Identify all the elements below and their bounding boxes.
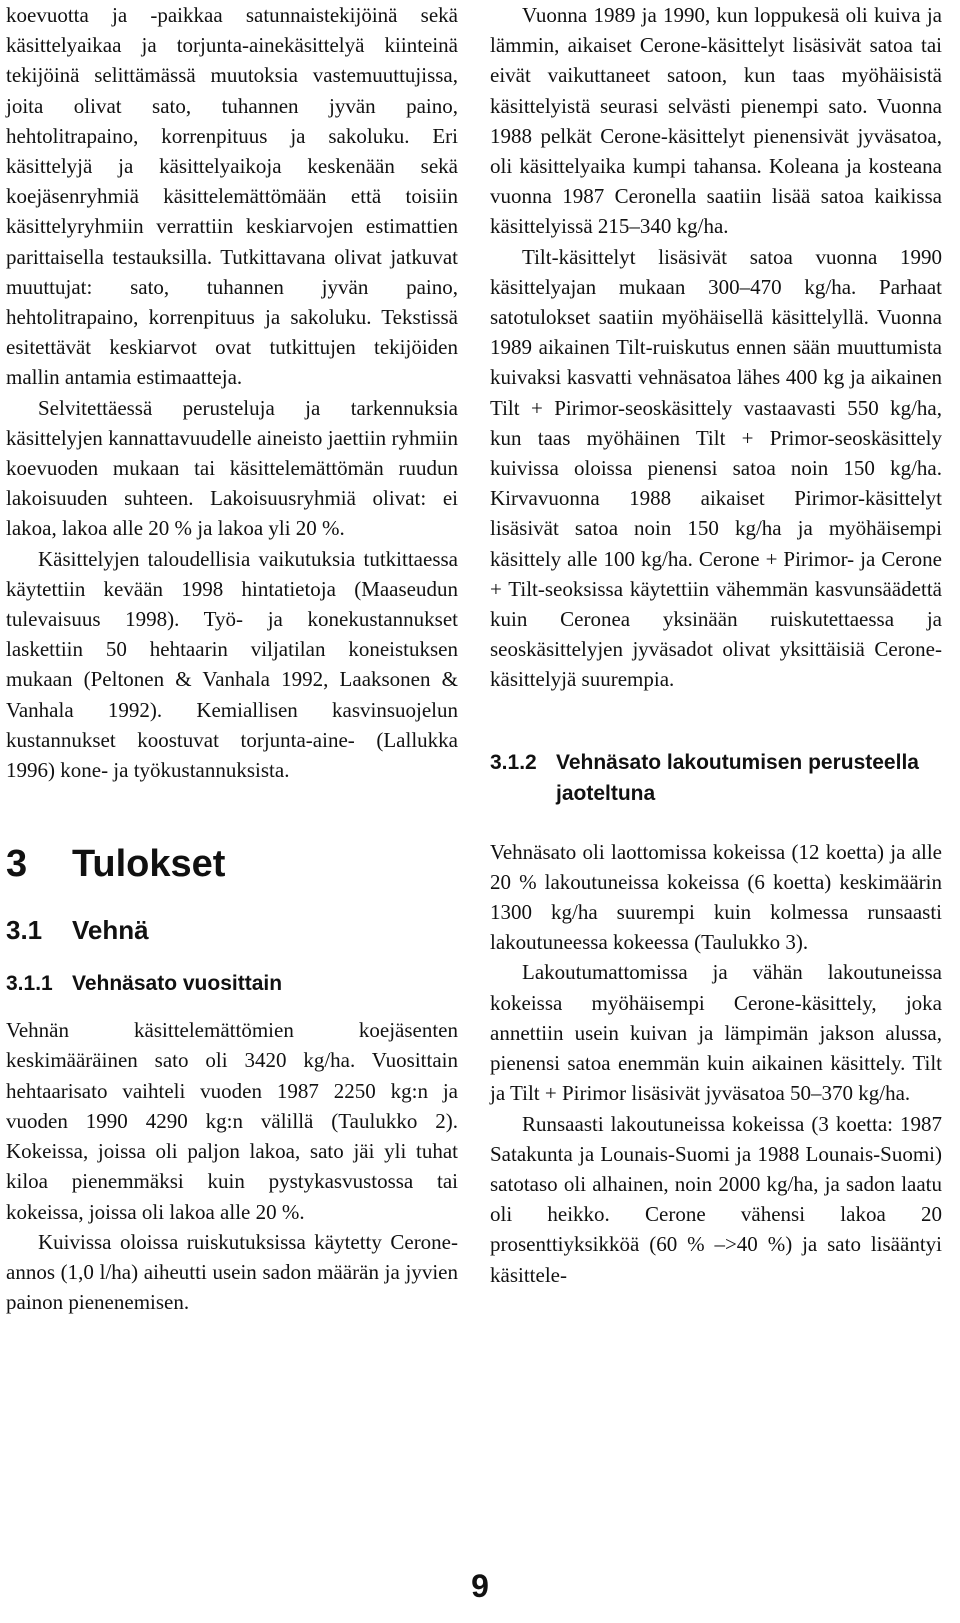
- right-column: [490, 0, 942, 1290]
- heading-results: [6, 842, 458, 886]
- heading-lodging-title: Vehnäsato lakoutumisen perusteella jaoteltuna: [556, 750, 919, 805]
- lodging-paragraph-3: Runsaasti lakoutuneissa kokeissa (3 koetta: 1987 Satakunta ja Lounais-Suomi ja 1988 Lounais-Suomi) satotaso oli alhainen, noin 2000 kg/ha, ja sadon laatu oli heikko. Cerone vähensi lakoa 20 prosenttiyksikköä (60 % –>40 %) ja sato lisääntyi käsittele-: [490, 1111, 942, 1287]
- heading-wheat: [6, 914, 458, 946]
- left-column: [6, 0, 458, 1317]
- yearly-paragraph-1: Vuonna 1989 ja 1990, kun loppukesä oli kuiva ja lämmin, aikaiset Cerone-käsittelyt lisäsivät satoa tai eivät vaikuttaneet satoon, kun taas myöhäisistä käsittelyistä seurasi selvästi pienempi sato. Vuonna 1988 pelkät Cerone-käsittelyt pienensivät jyväsatoa, oli käsittelyaika kumpi tahansa. Koleana ja kosteana vuonna 1987 Ceronella saatiin lisää satoa kaikissa käsittelyissä 215–340 kg/ha.: [490, 3, 942, 239]
- heading-wheat-title: Vehnä: [72, 915, 149, 946]
- heading-yearly-number: 3.1.1: [6, 972, 53, 996]
- heading-yearly-yield: [6, 968, 458, 999]
- heading-results-number: 3: [6, 843, 28, 886]
- methods-paragraph-1: koevuotta ja -paikkaa satunnaistekijöinä sekä käsittelyaikaa ja torjunta-ainekäsittelyä kiinteinä tekijöinä selittämässä muutoksia vastemuuttujissa, joita olivat sato, tuhannen jyvän paino, hehtolitrapaino, korrenpituus ja sakoluku. Eri käsittelyjä ja käsittelyaikoja keskenään sekä koejäsenryhmiä käsittelemättömään että toisiin käsittelyryhmiin verrattiin keskiarvojen estimattien parittaisella testauksilla. Tutkittavana olivat jatkuvat muuttujat: sato, tuhannen jyvän paino, hehtolitrapaino, korrenpituus ja sakoluku. Tekstissä esitettävät keskiarvot ovat tutkittujen tekijöiden mallin antamia estimaatteja.: [6, 3, 458, 390]
- lodging-paragraph-2: Lakoutumattomissa ja vähän lakoutuneissa kokeissa myöhäisempi Cerone-käsittely, joka annettiin usein kuivan ja lämpimän jakson alussa, pienensi satoa enemmän kuin aikainen käsittely. Tilt ja Tilt + Pirimor lisäsivät jyväsatoa 50–370 kg/ha.: [490, 960, 942, 1106]
- lodging-paragraph-1: Vehnäsato oli laottomissa kokeissa (12 koetta) ja alle 20 % lakoutuneissa kokeissa (6 koetta) keskimäärin 1300 kg/ha suurempi kuin kolmessa runsaasti lakoutuneessa kokeessa (Taulukko 3).: [490, 839, 942, 955]
- yearly-paragraph-2: Tilt-käsittelyt lisäsivät satoa vuonna 1990 käsittelyajan mukaan 300–470 kg/ha. Parhaat satotulokset saatiin myöhäisellä käsittelyllä. Vuonna 1989 aikainen Tilt-ruiskutus ennen sään muuttumista kuivaksi kasvatti vehnäsatoa lähes 400 kg ja aikainen Tilt + Pirimor-seoskäsittely vastaavasti 550 kg/ha, kun taas myöhäinen Tilt + Primor-seoskäsittely kuivissa oloissa pienensi satoa noin 150 kg/ha. Kirvavuonna 1988 aikaiset Pirimor-käsittelyt lisäsivät satoa noin 150 kg/ha ja myöhäisempi käsittely alle 100 kg/ha. Cerone + Pirimor- ja Cerone + Tilt-seoksissa käytettiin vähemmän kasvunsäädettä kuin Ceronea yksinään ruiskutettaessa ja seoskäsittelyjen jyväsadot olivat yksittäisiä Cerone-käsittelyjä suurempia.: [490, 244, 942, 692]
- heading-results-title: Tulokset: [72, 843, 226, 886]
- heading-lodging-yield: [490, 747, 942, 809]
- heading-yearly-title: Vehnäsato vuosittain: [72, 972, 283, 996]
- heading-lodging-number: 3.1.2: [490, 750, 537, 774]
- methods-paragraph-2: Selvitettäessä perusteluja ja tarkennuksia käsittelyjen kannattavuudelle aineisto jaettiin ryhmiin koevuoden mukaan tai käsittelemättömän ruudun lakoisuuden suhteen. Lakoisuusryhmiä olivat: ei lakoa, lakoa alle 20 % ja lakoa yli 20 %.: [6, 395, 458, 541]
- methods-paragraph-3: Käsittelyjen taloudellisia vaikutuksia tutkittaessa käytettiin kevään 1998 hintatietoja (Maaseudun tulevaisuus 1998). Työ- ja konekustannukset laskettiin 50 hehtaarin viljatilan koneistuksen mukaan (Peltonen & Vanhala 1992, Laaksonen & Vanhala 1992). Kemiallisen kasvinsuojelun kustannukset koostuvat torjunta-aine- (Lallukka 1996) kone- ja työkustannuksista.: [6, 546, 458, 783]
- heading-wheat-number: 3.1: [6, 915, 43, 946]
- results-paragraph-2: Kuivissa oloissa ruiskutuksissa käytetty Cerone-annos (1,0 l/ha) aiheutti usein sadon määrän ja jyvien painon pienenemisen.: [6, 1229, 458, 1315]
- results-paragraph-1: Vehnän käsittelemättömien koejäsenten keskimääräinen sato oli 3420 kg/ha. Vuosittain hehtaarisato vaihteli vuoden 1987 2250 kg:n ja vuoden 1990 4290 kg:n välillä (Taulukko 2). Kokeissa, joissa oli paljon lakoa, sato jäi yli tuhat kiloa pienemmäksi kuin pystykasvustossa tai kokeissa, joissa oli lakoa alle 20 %.: [6, 1018, 458, 1224]
- page-number: 9: [471, 1568, 489, 1604]
